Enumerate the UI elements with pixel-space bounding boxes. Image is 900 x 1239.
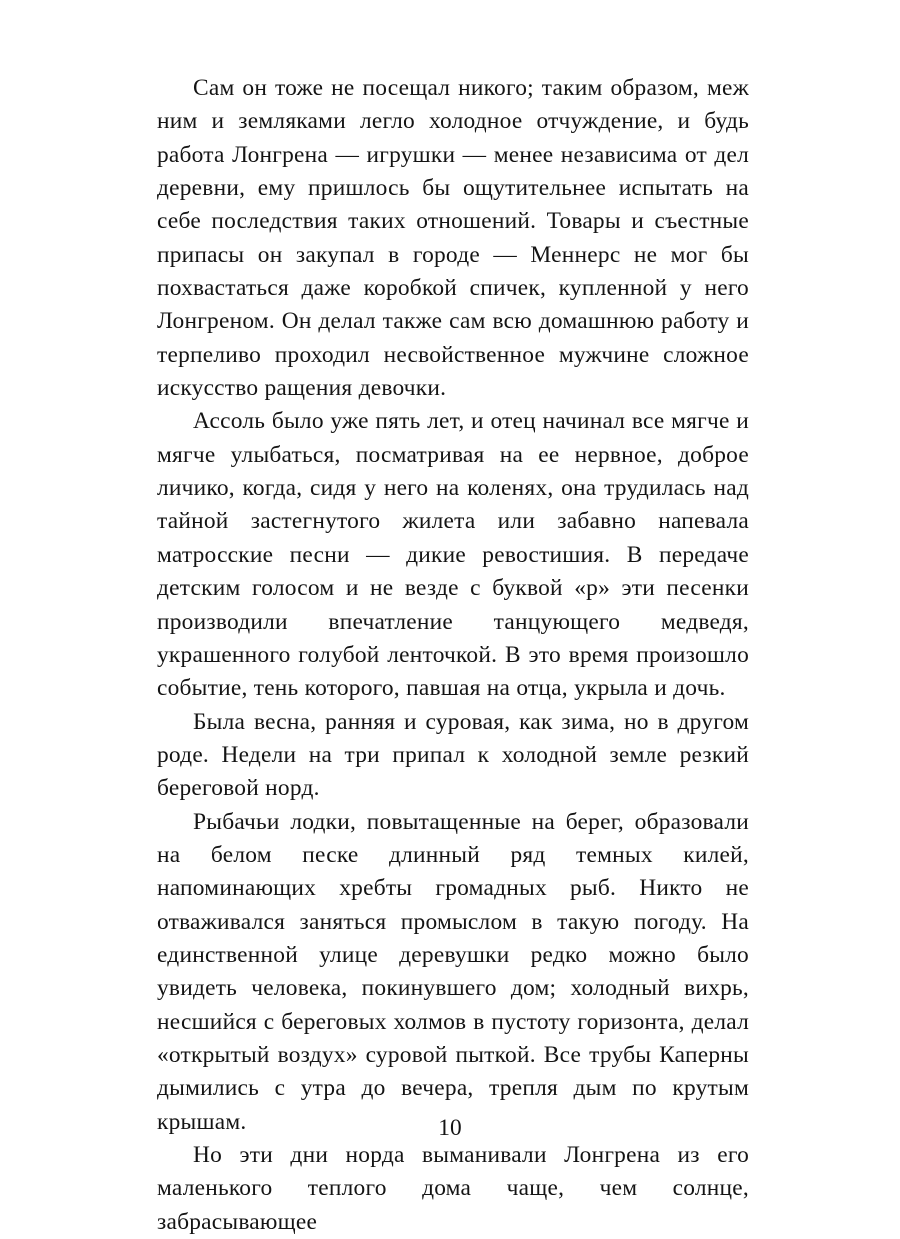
paragraph: Но эти дни норда выманивали Лонгрена из его маленького теплого дома чаще, чем солнце, забрасывающее bbox=[157, 1142, 749, 1235]
paragraph: Рыбачьи лодки, повытащенные на берег, образовали на белом песке длинный ряд темных килей, напоминающих хребты громадных рыб. Никто не отваживался заняться промыслом в такую погоду. На единственной улице деревушки редко можно было увидеть человека, покинувшего дом; холодный вихрь, несшийся с береговых холмов в пустоту горизонта, делал «открытый воздух» суровой пыткой. Все трубы Каперны дымились с утра до вечера, трепля дым по крутым крышам. bbox=[157, 808, 749, 1135]
paragraph: Сам он тоже не посещал никого; таким образом, меж ним и земляками легло холодное отчуждение, и будь работа Лонгрена — игрушки — менее независима от дел деревни, ему пришлось бы ощутительнее испытать на себе последствия таких отношений. Товары и съестные припасы он закупал в городе — Меннерс не мог бы похвастаться даже коробкой спичек, купленной у него Лонгреном. Он делал также сам всю домашнюю работу и терпеливо проходил несвойственное мужчине сложное искусство ращения девочки. bbox=[157, 75, 749, 402]
paragraph: Ассоль было уже пять лет, и отец начинал все мягче и мягче улыбаться, посматривая на ее нервное, доброе личико, когда, сидя у него на коленях, она трудилась над тайной застегнутого жилета или забавно напевала матросские песни — дикие ревостишия. В передаче детским голосом и не везде с буквой «р» эти песенки производили впечатление танцующего медведя, украшенного голубой ленточкой. В это время произошло событие, тень которого, павшая на отца, укрыла и дочь. bbox=[157, 408, 749, 702]
page-text-block bbox=[157, 72, 749, 1239]
page-number: 10 bbox=[438, 1115, 462, 1141]
paragraph: Была весна, ранняя и суровая, как зима, но в другом роде. Недели на три припал к холодной земле резкий береговой норд. bbox=[157, 708, 749, 802]
